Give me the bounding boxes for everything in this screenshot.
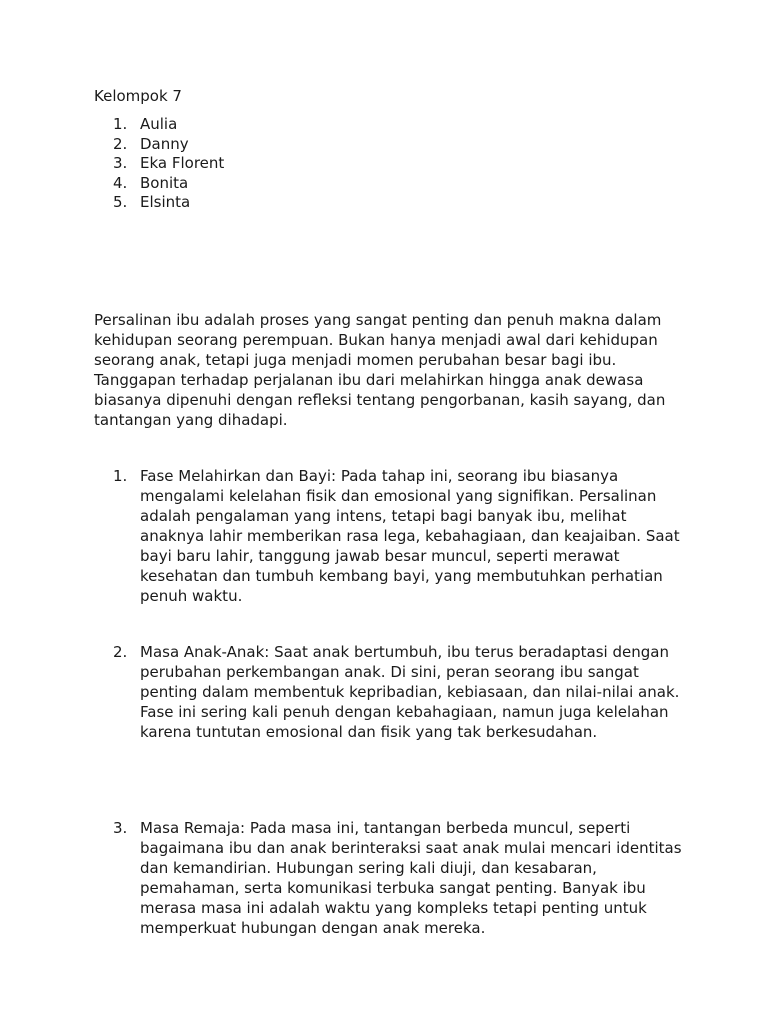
member-name: Eka Florent <box>140 154 225 172</box>
section-text: Masa Anak-Anak: Saat anak bertumbuh, ibu terus beradaptasi dengan perubahan perkembangan anak. Di sini, peran seorang ibu sangat penting dalam membentuk kepribadian, kebiasaan, dan nilai-nilai anak. Fase ini sering kali penuh dengan kebahagiaan, namun juga kelelahan karena tuntutan emosional dan fisik yang tak berkesudahan. <box>140 643 680 741</box>
member-name: Elsinta <box>140 193 191 211</box>
section-number: 1. <box>113 467 128 485</box>
member-name: Aulia <box>140 115 178 133</box>
intro-paragraph: Persalinan ibu adalah proses yang sangat penting dan penuh makna dalam kehidupan seorang perempuan. Bukan hanya menjadi awal dari kehidupan seorang anak, tetapi juga menjadi momen perubahan besar bagi ibu. Tanggapan terhadap perjalanan ibu dari melahirkan hingga anak dewasa biasanya dipenuhi dengan refleksi tentang pengorbanan, kasih sayang, dan tantangan yang dihadapi. <box>94 311 666 429</box>
member-name: Danny <box>140 134 189 153</box>
list-number: 2. <box>113 134 128 153</box>
group-title: Kelompok 7 <box>94 87 182 105</box>
list-number: 3. <box>113 154 128 172</box>
list-number: 5. <box>113 193 128 211</box>
section-text: Fase Melahirkan dan Bayi: Pada tahap ini, seorang ibu biasanya mengalami kelelahan fisik dan emosional yang signifikan. Persalinan adalah pengalaman yang intens, tetapi bagi banyak ibu, melihat anaknya lahir memberikan rasa lega, kebahagiaan, dan keajaiban. Saat bayi baru lahir, tanggung jawab besar muncul, seperti merawat kesehatan dan tumbuh kembang bayi, yang membutuhkan perhatian penuh waktu. <box>140 467 680 605</box>
section-number: 2. <box>113 643 128 661</box>
list-number: 1. <box>113 115 128 133</box>
section-number: 3. <box>113 819 128 837</box>
member-name: Bonita <box>140 173 189 192</box>
list-number: 4. <box>113 173 128 192</box>
section-text: Masa Remaja: Pada masa ini, tantangan berbeda muncul, seperti bagaimana ibu dan anak berinteraksi saat anak mulai mencari identitas dan kemandirian. Hubungan sering kali diuji, dan kesabaran, pemahaman, serta komunikasi terbuka sangat penting. Banyak ibu merasa masa ini adalah waktu yang kompleks tetapi penting untuk memperkuat hubungan dengan anak mereka. <box>140 819 682 937</box>
